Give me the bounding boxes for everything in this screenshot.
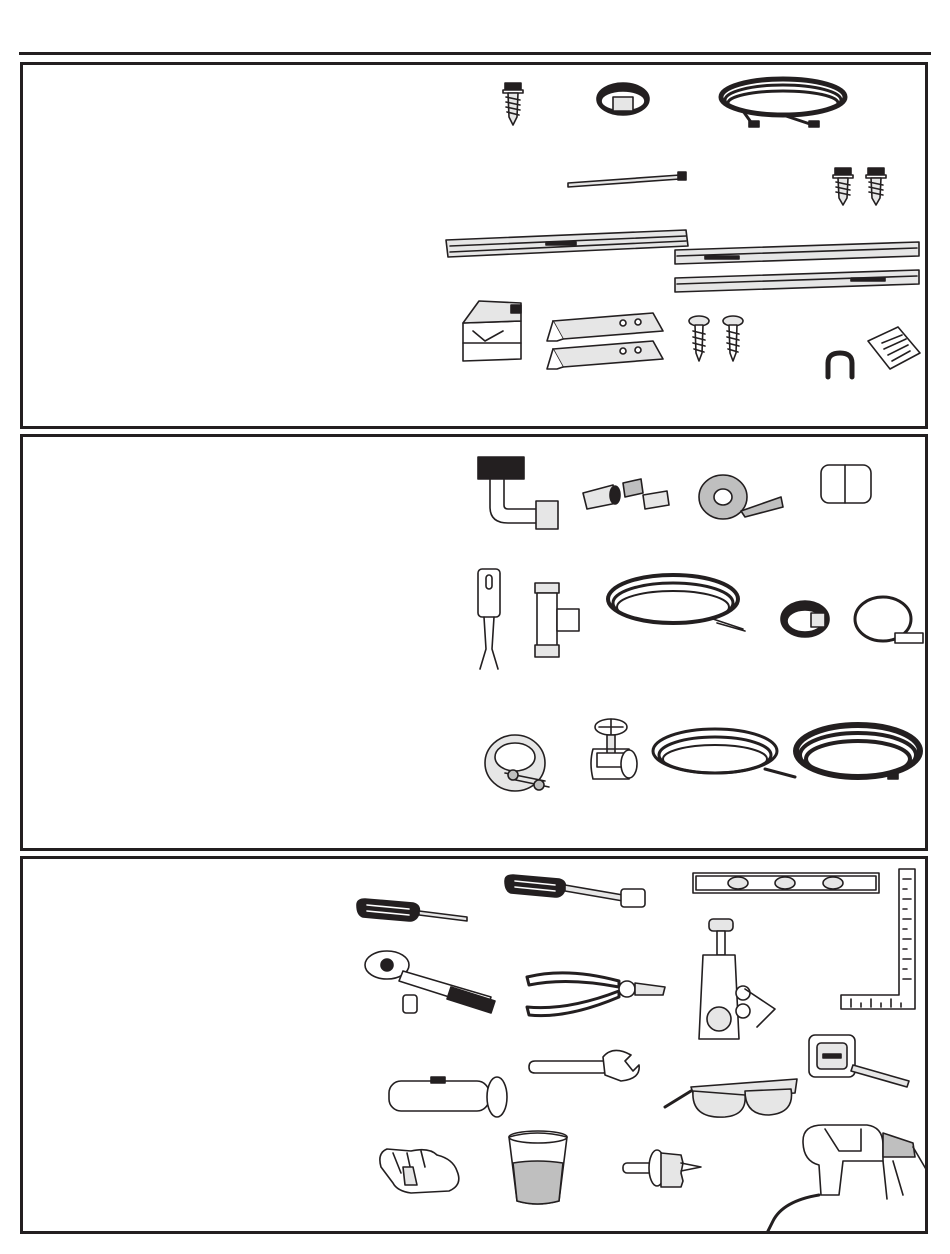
tape-measure-icon (809, 1035, 909, 1087)
literature-icon (868, 327, 920, 369)
rail-pair-icon (675, 242, 919, 292)
shutoff-valve-icon (591, 719, 637, 779)
mounting-bracket-pair-icon (547, 313, 663, 369)
rail-icon (446, 230, 688, 257)
coupling-icon (821, 465, 871, 503)
nut-driver-icon (505, 875, 645, 907)
top-rule (19, 52, 931, 55)
water-glass-icon (509, 1131, 567, 1204)
air-gap-icon (478, 569, 500, 669)
tubing-cutter-icon (699, 919, 775, 1039)
cable-tie-icon (568, 172, 686, 187)
screw-pair-icon (833, 168, 886, 205)
wood-screw-pair-icon (689, 316, 743, 361)
gloves-icon (380, 1149, 459, 1193)
junction-box-icon (485, 735, 549, 791)
adjustable-wrench-icon (529, 1050, 639, 1081)
clamp-pair-icon (781, 597, 923, 643)
safety-glasses-icon (665, 1079, 797, 1117)
drain-elbow-icon (478, 457, 558, 529)
power-drill-icon (761, 1125, 925, 1231)
tee-fitting-icon (535, 583, 579, 657)
copper-tubing-icon (653, 729, 795, 777)
tape-roll-icon (699, 475, 783, 519)
level-icon (693, 873, 879, 893)
screw-icon (503, 83, 523, 125)
water-hose-icon (721, 79, 845, 127)
hole-saw-icon (623, 1150, 701, 1187)
pliers-icon (527, 973, 665, 1016)
hose-clamp-icon (597, 83, 649, 115)
braided-line-icon (796, 725, 920, 779)
flashlight-icon (389, 1077, 507, 1117)
parts-supplied-panel (20, 62, 928, 429)
drain-hose-coil-icon (608, 575, 745, 631)
bracket-cup-icon (463, 301, 521, 361)
parts-needed-panel (20, 434, 928, 851)
clip-icon (828, 353, 852, 377)
ratchet-icon (365, 951, 495, 1013)
tools-panel (20, 856, 928, 1234)
wire-nuts-icon (583, 479, 669, 509)
phillips-screwdriver-icon (357, 899, 467, 921)
